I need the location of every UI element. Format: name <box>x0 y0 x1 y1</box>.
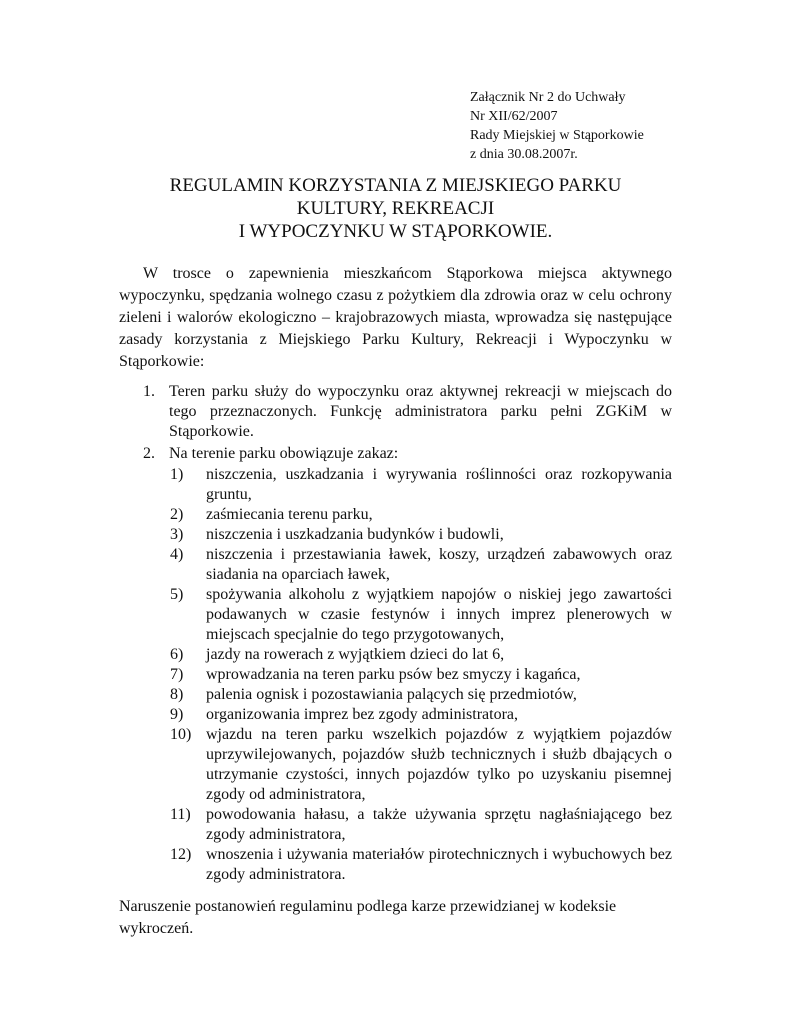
attachment-line: z dnia 30.08.2007r. <box>470 147 578 162</box>
intro-paragraph: W trosce o zapewnienia mieszkańcom Stąporkowa miejsca aktywnego wypoczynku, spędzania wolnego czasu z pożytkiem dla zdrowia oraz w celu ochrony zieleni i walorów ekologiczno – krajobrazowych miasta, wprowadza się następujące zasady korzystania z Miejskiego Parku Kultury, Rekreacji i Wypoczynku w Stąporkowie: <box>119 265 672 370</box>
prohibition-number: 7) <box>170 666 184 683</box>
prohibition-item <box>169 645 672 665</box>
rule-item <box>119 444 672 885</box>
rule-text: Teren parku służy do wypoczynku oraz aktywnej rekreacji w miejscach do tego przeznaczonych. Funkcję administratora parku pełni ZGKiM w Stąporkowie. <box>169 383 672 440</box>
prohibition-item <box>169 805 672 845</box>
rule-item <box>119 382 672 442</box>
prohibition-text: wnoszenia i używania materiałów pirotechnicznych i wybuchowych bez zgody administratora. <box>206 846 672 883</box>
prohibition-item <box>169 845 672 885</box>
prohibition-item <box>169 725 672 805</box>
rule-number: 2. <box>143 445 155 462</box>
prohibition-item <box>169 465 672 505</box>
prohibition-text: niszczenia i uszkadzania budynków i budowli, <box>206 526 504 543</box>
title-line: I WYPOCZYNKU W STĄPORKOWIE. <box>238 221 553 242</box>
prohibition-text: spożywania alkoholu z wyjątkiem napojów o niskiej jego zawartości podawanych w czasie festynów i innych imprez plenerowych w miejscach specjalnie do tego przygotowanych, <box>206 586 672 643</box>
prohibition-text: powodowania hałasu, a także używania sprzętu nagłaśniającego bez zgody administratora, <box>206 806 672 843</box>
prohibition-number: 9) <box>170 706 184 723</box>
rule-text: Na terenie parku obowiązuje zakaz: <box>169 445 399 462</box>
prohibition-number: 1) <box>170 466 184 483</box>
prohibition-number: 8) <box>170 686 184 703</box>
prohibition-item <box>169 585 672 645</box>
attachment-note <box>470 88 644 164</box>
prohibition-text: organizowania imprez bez zgody administratora, <box>206 706 519 723</box>
attachment-line: Rady Miejskiej w Stąporkowie <box>470 128 644 143</box>
title-line: KULTURY, REKREACJI <box>296 198 495 219</box>
prohibition-number: 11) <box>170 806 191 823</box>
prohibition-text: wjazdu na teren parku wszelkich pojazdów z wyjątkiem pojazdów uprzywilejowanych, pojazdów służb technicznych i służb dbających o utrzymanie czystości, innych pojazdów tylko po uzyskaniu pisemnej zgody od administratora, <box>206 726 672 803</box>
prohibition-text: wprowadzania na teren parku psów bez smyczy i kagańca, <box>206 666 581 683</box>
prohibition-number: 6) <box>170 646 184 663</box>
prohibition-number: 4) <box>170 546 184 563</box>
prohibition-item <box>169 685 672 705</box>
rules-list <box>119 382 672 885</box>
prohibition-item <box>169 705 672 725</box>
prohibition-item <box>169 505 672 525</box>
rule-number: 1. <box>143 383 155 400</box>
prohibition-number: 5) <box>170 586 184 603</box>
prohibition-number: 3) <box>170 526 184 543</box>
closing-paragraph: Naruszenie postanowień regulaminu podlega karze przewidzianej w kodeksie wykroczeń. <box>119 898 617 937</box>
prohibition-number: 12) <box>170 846 192 863</box>
attachment-line: Załącznik Nr 2 do Uchwały <box>470 90 626 105</box>
prohibition-item <box>169 665 672 685</box>
prohibition-text: zaśmiecania terenu parku, <box>206 506 373 523</box>
title-line: REGULAMIN KORZYSTANIA Z MIEJSKIEGO PARKU <box>169 175 622 196</box>
prohibition-number: 10) <box>170 726 192 743</box>
prohibition-text: palenia ognisk i pozostawiania palących się przedmiotów, <box>206 686 577 703</box>
prohibition-number: 2) <box>170 506 184 523</box>
prohibition-item <box>169 545 672 585</box>
prohibition-item <box>169 525 672 545</box>
prohibitions-list <box>169 465 672 885</box>
document-title <box>0 174 791 243</box>
attachment-line: Nr XII/62/2007 <box>470 109 558 124</box>
prohibition-text: niszczenia, uszkadzania i wyrywania roślinności oraz rozkopywania gruntu, <box>206 466 672 503</box>
prohibition-text: jazdy na rowerach z wyjątkiem dzieci do lat 6, <box>206 646 505 663</box>
prohibition-text: niszczenia i przestawiania ławek, koszy, urządzeń zabawowych oraz siadania na oparciach ławek, <box>206 546 672 583</box>
